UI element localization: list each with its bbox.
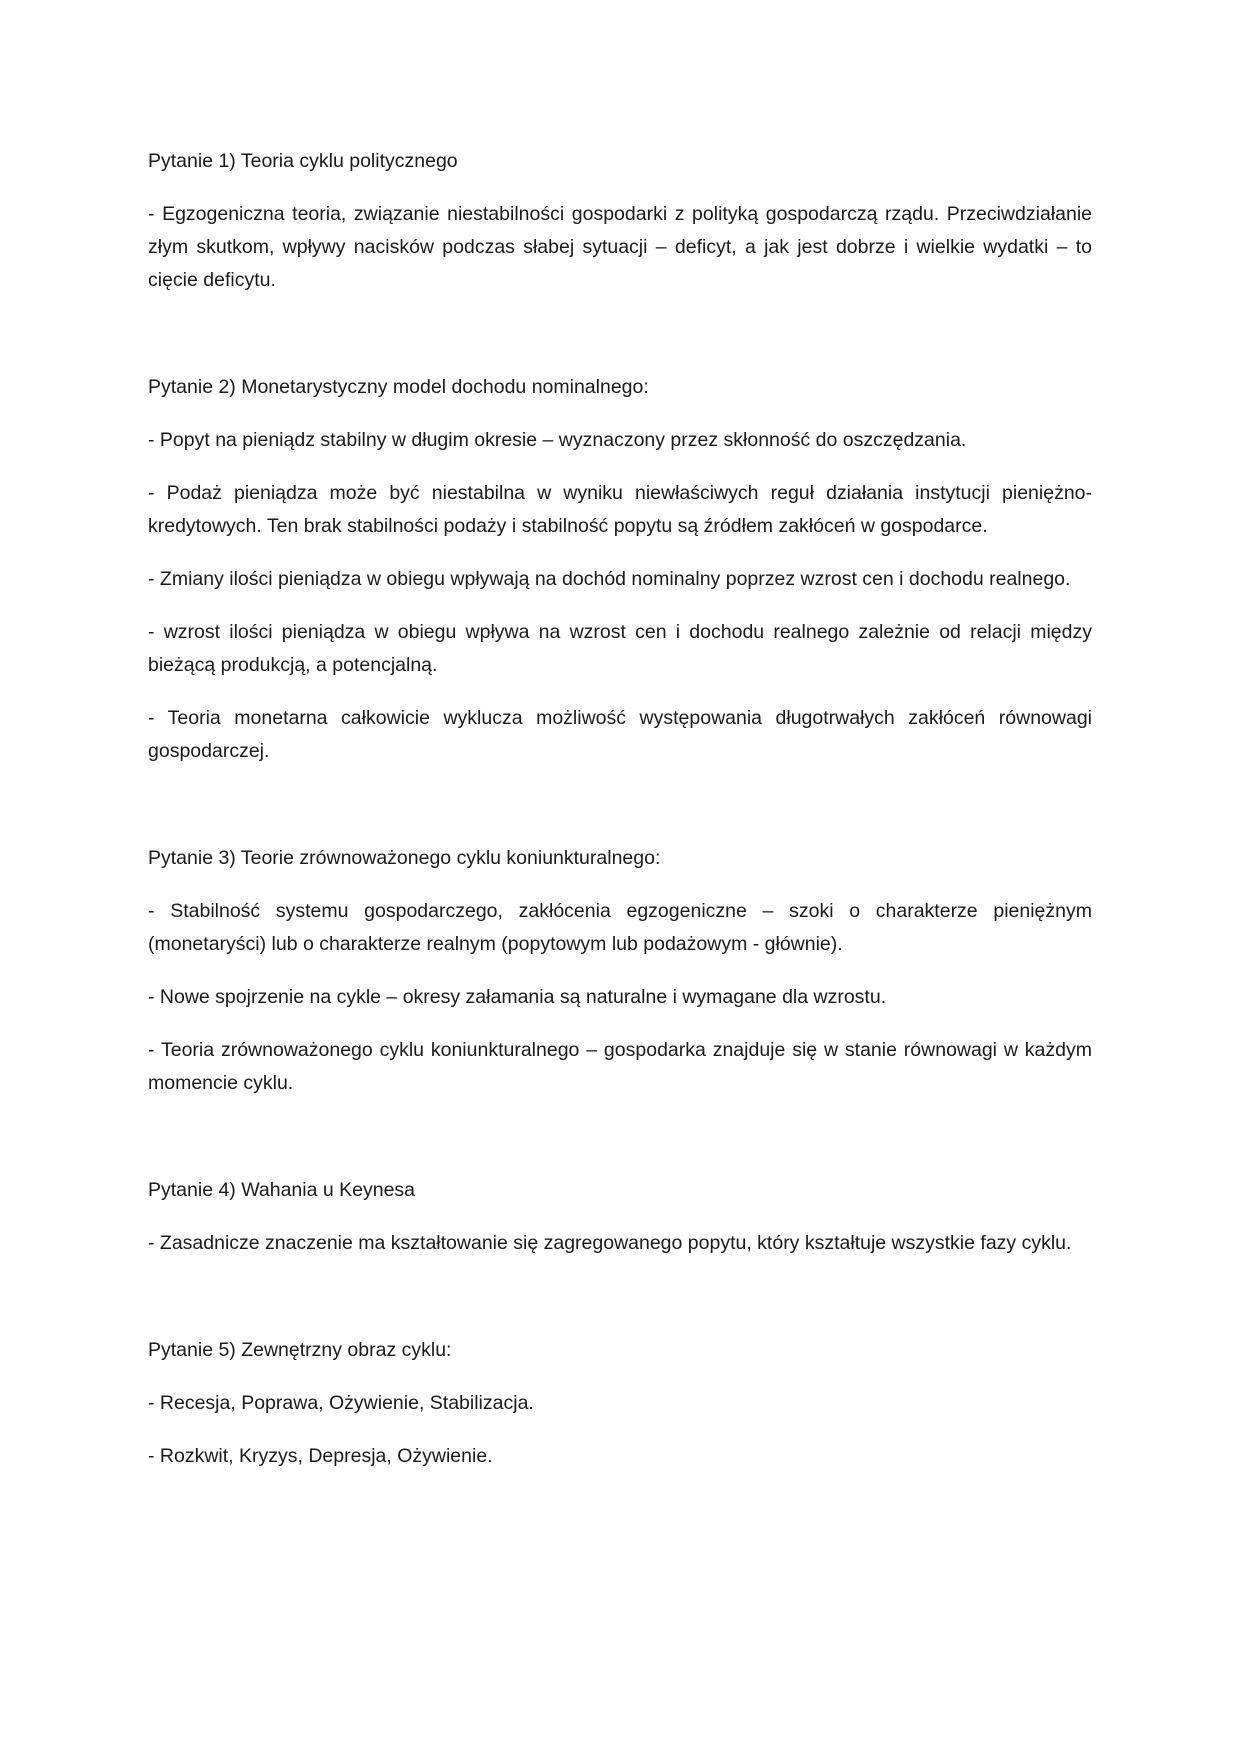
question-4-section (148, 1174, 1092, 1260)
question-3-heading: Pytanie 3) Teorie zrównoważonego cyklu koniunkturalnego: (148, 847, 661, 869)
question-2-section (148, 371, 1092, 768)
question-3-section (148, 842, 1092, 1100)
question-5-heading: Pytanie 5) Zewnętrzny obraz cyklu: (148, 1339, 452, 1361)
question-4-paragraph: - Zasadnicze znaczenie ma kształtowanie się zagregowanego popytu, który kształtuje wszystkie fazy cyklu. (148, 1232, 1072, 1254)
question-1-heading: Pytanie 1) Teoria cyklu politycznego (148, 150, 458, 172)
question-5-paragraph: - Recesja, Poprawa, Ożywienie, Stabilizacja. (148, 1392, 534, 1414)
question-3-paragraph: - Stabilność systemu gospodarczego, zakłócenia egzogeniczne – szoki o charakterze pieniężnym (monetaryści) lub o charakterze realnym (popytowym lub podażowym - głównie). (148, 900, 1092, 955)
question-3-paragraph: - Nowe spojrzenie na cykle – okresy załamania są naturalne i wymagane dla wzrostu. (148, 986, 887, 1008)
question-2-paragraph: - Teoria monetarna całkowicie wyklucza możliwość występowania długotrwałych zakłóceń równowagi gospodarczej. (148, 707, 1092, 762)
question-5-section (148, 1334, 1092, 1473)
document-page (148, 145, 1092, 1547)
question-1-section (148, 145, 1092, 297)
question-2-paragraph: - Popyt na pieniądz stabilny w długim okresie – wyznaczony przez skłonność do oszczędzania. (148, 429, 967, 451)
question-3-paragraph: - Teoria zrównoważonego cyklu koniunkturalnego – gospodarka znajduje się w stanie równowagi w każdym momencie cyklu. (148, 1039, 1092, 1094)
question-1-paragraph: - Egzogeniczna teoria, związanie niestabilności gospodarki z polityką gospodarczą rządu. Przeciwdziałanie złym skutkom, wpływy nacisków podczas słabej sytuacji – deficyt, a jak jest dobrze i wielkie wydatki – to cięcie deficytu. (148, 203, 1092, 291)
question-5-paragraph: - Rozkwit, Kryzys, Depresja, Ożywienie. (148, 1445, 493, 1467)
question-2-paragraph: - wzrost ilości pieniądza w obiegu wpływa na wzrost cen i dochodu realnego zależnie od relacji między bieżącą produkcją, a potencjalną. (148, 621, 1092, 676)
question-2-paragraph: - Zmiany ilości pieniądza w obiegu wpływają na dochód nominalny poprzez wzrost cen i dochodu realnego. (148, 568, 1071, 590)
question-2-heading: Pytanie 2) Monetarystyczny model dochodu nominalnego: (148, 376, 649, 398)
question-2-paragraph: - Podaż pieniądza może być niestabilna w wyniku niewłaściwych reguł działania instytucji pieniężno-kredytowych. Ten brak stabilności podaży i stabilność popytu są źródłem zakłóceń w gospodarce. (148, 482, 1092, 537)
question-4-heading: Pytanie 4) Wahania u Keynesa (148, 1179, 416, 1201)
